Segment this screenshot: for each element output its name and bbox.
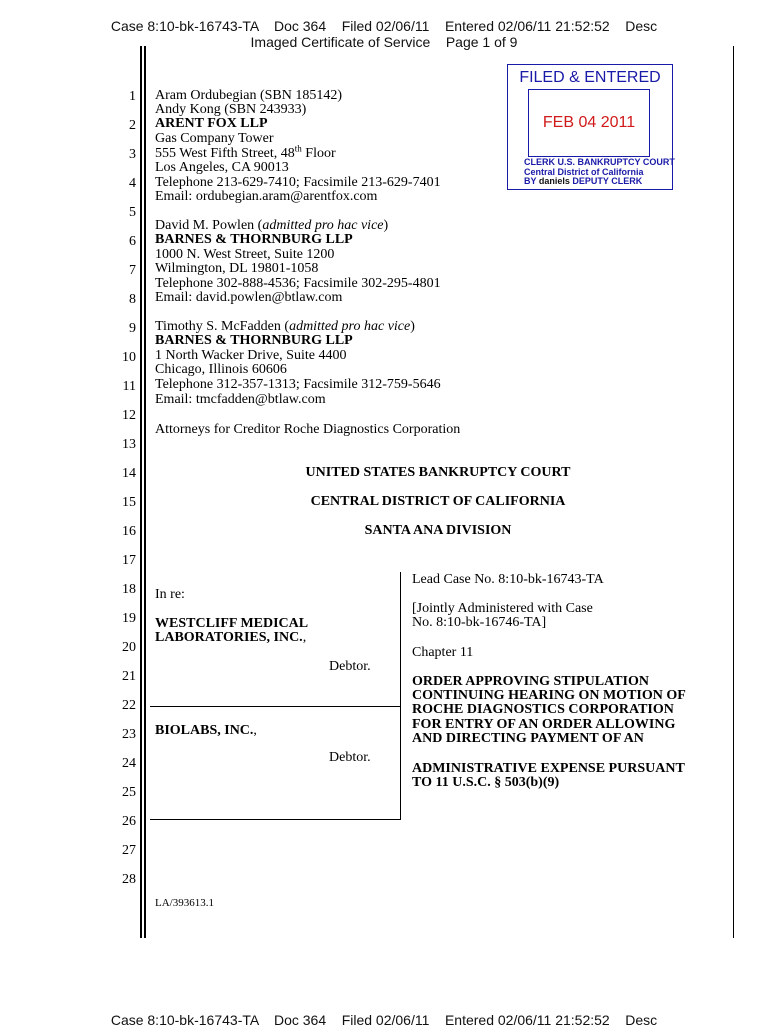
order-title-line: ROCHE DIAGNOSTICS CORPORATION <box>412 702 674 717</box>
firm-address: 1 North Wacker Drive, Suite 4400 <box>155 348 347 363</box>
firm-phone: Telephone 213-629-7410; Facsimile 213-629-7401 <box>155 175 441 190</box>
left-margin-rule-inner <box>144 46 146 938</box>
line-number: 5 <box>129 205 136 220</box>
line-number: 18 <box>122 582 136 597</box>
order-title-line: CONTINUING HEARING ON MOTION OF <box>412 688 686 703</box>
line-number: 24 <box>122 756 136 771</box>
line-number: 23 <box>122 727 136 742</box>
caption-rule-top <box>150 706 400 707</box>
order-title-line: FOR ENTRY OF AN ORDER ALLOWING <box>412 717 676 732</box>
line-number: 14 <box>122 466 136 481</box>
court-division: SANTA ANA DIVISION <box>364 523 512 538</box>
line-number: 9 <box>129 321 136 336</box>
footer-case-line: Case 8:10-bk-16743-TA Doc 364 Filed 02/06/11 Entered 02/06/11 21:52:52 Desc <box>110 1012 658 1028</box>
firm-name: ARENT FOX LLP <box>155 116 268 131</box>
attorney-name: Aram Ordubegian (SBN 185142) <box>155 88 343 103</box>
debtor-label: Debtor. <box>329 750 371 765</box>
firm-email: Email: tmcfadden@btlaw.com <box>155 392 326 407</box>
page-header <box>0 18 768 50</box>
line-number: 11 <box>122 379 136 394</box>
order-title-line: ORDER APPROVING STIPULATION <box>412 674 649 689</box>
line-number: 19 <box>122 611 136 626</box>
firm-street: 555 West Fifth Street, 48th Floor <box>155 143 336 161</box>
line-number: 8 <box>129 292 136 307</box>
right-margin-rule <box>733 46 734 938</box>
line-number: 7 <box>129 263 136 278</box>
court-district: CENTRAL DISTRICT OF CALIFORNIA <box>310 494 566 509</box>
stamp-by-line <box>524 176 642 186</box>
page-footer <box>0 1012 768 1028</box>
line-number: 25 <box>122 785 136 800</box>
firm-phone: Telephone 302-888-4536; Facsimile 302-295-4801 <box>155 276 441 291</box>
firm-address: 1000 N. West Street, Suite 1200 <box>155 247 335 262</box>
line-number: 6 <box>129 234 136 249</box>
debtor-label: Debtor. <box>329 659 371 674</box>
line-number: 13 <box>122 437 136 452</box>
line-number: 17 <box>122 553 136 568</box>
stamp-clerk-line: CLERK U.S. BANKRUPTCY COURT <box>524 157 675 167</box>
order-title-line: AND DIRECTING PAYMENT OF AN <box>412 731 644 746</box>
attorney-name: David M. Powlen (admitted pro hac vice) <box>155 218 389 233</box>
line-number: 2 <box>129 118 136 133</box>
line-number: 15 <box>122 495 136 510</box>
order-title-line: TO 11 U.S.C. § 503(b)(9) <box>412 775 560 790</box>
line-number: 28 <box>122 872 136 887</box>
firm-phone: Telephone 312-357-1313; Facsimile 312-759-5646 <box>155 377 441 392</box>
stamp-clerk-name: daniels <box>538 176 570 186</box>
debtor-name: WESTCLIFF MEDICAL <box>155 616 309 631</box>
stamp-district-line: Central District of California <box>524 167 644 177</box>
firm-city: Wilmington, DL 19801-1058 <box>155 261 319 276</box>
line-number: 21 <box>122 669 136 684</box>
firm-name: BARNES & THORNBURG LLP <box>155 232 353 247</box>
line-number: 26 <box>122 814 136 829</box>
debtor-name: BIOLABS, INC., <box>155 723 257 738</box>
line-number: 3 <box>129 147 136 162</box>
line-number: 22 <box>122 698 136 713</box>
firm-email: Email: ordubegian.aram@arentfox.com <box>155 189 378 204</box>
line-number: 20 <box>122 640 136 655</box>
firm-address: Gas Company Tower <box>155 131 274 146</box>
stamp-by-label: BY <box>524 176 537 186</box>
in-re-label: In re: <box>155 587 185 602</box>
line-number: 16 <box>122 524 136 539</box>
line-number: 12 <box>122 408 136 423</box>
firm-city: Los Angeles, CA 90013 <box>155 160 289 175</box>
firm-email: Email: david.powlen@btlaw.com <box>155 290 343 305</box>
caption-divider <box>400 572 401 820</box>
attorney-name: Andy Kong (SBN 243933) <box>155 102 307 117</box>
line-number: 4 <box>129 176 136 191</box>
left-margin-rule-outer <box>140 46 142 938</box>
line-number: 27 <box>122 843 136 858</box>
stamp-title: FILED & ENTERED <box>519 69 661 86</box>
filed-entered-stamp <box>507 64 673 190</box>
stamp-clerk-role: DEPUTY CLERK <box>572 176 643 186</box>
joint-admin-line: [Jointly Administered with Case <box>412 601 593 616</box>
firm-name: BARNES & THORNBURG LLP <box>155 333 353 348</box>
attorneys-for-line: Attorneys for Creditor Roche Diagnostics Corporation <box>155 422 461 437</box>
line-number: 1 <box>129 89 136 104</box>
firm-city: Chicago, Illinois 60606 <box>155 362 287 377</box>
header-case-line: Case 8:10-bk-16743-TA Doc 364 Filed 02/06/11 Entered 02/06/11 21:52:52 Desc <box>110 18 658 34</box>
joint-admin-line: No. 8:10-bk-16746-TA] <box>412 615 547 630</box>
caption-rule-bottom <box>150 819 400 820</box>
order-title-line: ADMINISTRATIVE EXPENSE PURSUANT <box>412 761 685 776</box>
header-certificate-line: Imaged Certificate of Service Page 1 of 9 <box>250 34 518 50</box>
stamp-date: FEB 04 2011 <box>528 89 650 157</box>
court-name: UNITED STATES BANKRUPTCY COURT <box>305 465 571 480</box>
document-id: LA/393613.1 <box>155 897 214 909</box>
chapter-label: Chapter 11 <box>412 645 474 660</box>
lead-case-number: Lead Case No. 8:10-bk-16743-TA <box>412 572 604 587</box>
line-number: 10 <box>122 350 136 365</box>
debtor-name: LABORATORIES, INC., <box>155 630 307 645</box>
attorney-name: Timothy S. McFadden (admitted pro hac vice) <box>155 319 415 334</box>
